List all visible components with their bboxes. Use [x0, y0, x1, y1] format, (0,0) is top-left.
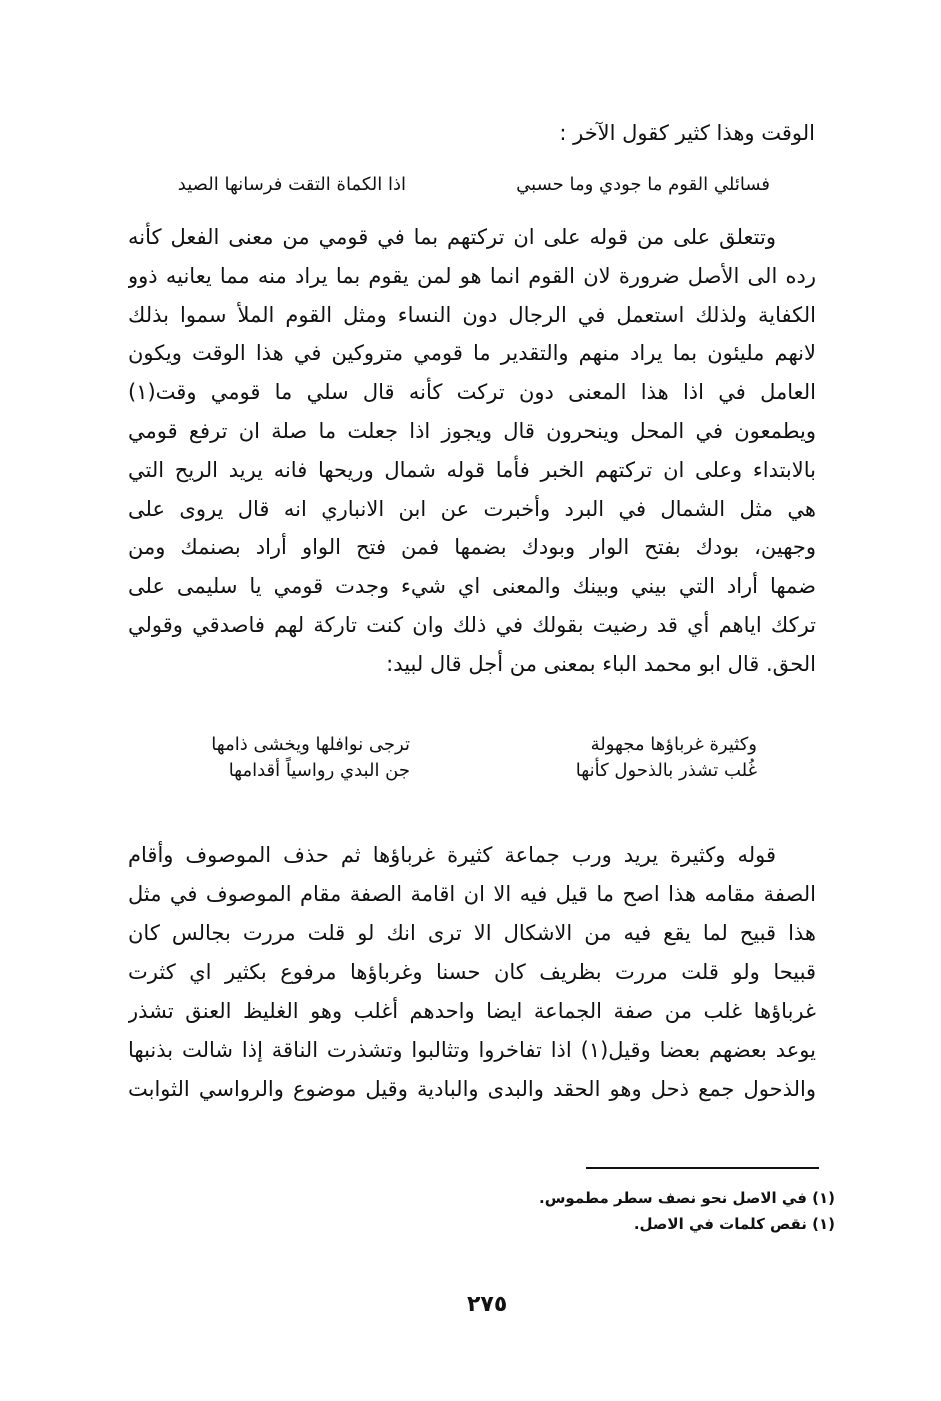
para1-line: تركك اياهم أي قد رضيت بقولك في ذلك وان كنت تاركة لهم فاصدقي وقولي: [128, 613, 816, 637]
para1-line: ويطمعون في المحل وينحرون قال ويجوز اذا جعلت ما صلة ان ترفع قومي: [128, 419, 816, 443]
para1-line: الحق. قال ابو محمد الباء بمعنى من أجل قال لبيد:: [386, 651, 816, 676]
verse2-line2-left: جن البدي رواسياً أقدامها: [228, 760, 410, 781]
verse2-line1-left: ترجى نوافلها ويخشى ذامها: [211, 734, 410, 755]
verse1-left: اذا الكماة التقت فرسانها الصيد: [177, 174, 406, 195]
verse2-line1-right: وكثيرة غرباؤها مجهولة: [590, 734, 757, 755]
para1-line: لانهم مليئون بما يراد منهم والتقدير ما قومي متروكين في هذا الوقت ويكون: [128, 341, 816, 366]
para1-line: وجهين، بودك بفتح الوار وبودك بضمها فمن فتح الواو أراد بصنمك ومن: [128, 535, 816, 560]
para1-line: العامل في اذا هذا المعنى دون تركت كأنه قال سلي ما قومي وقت(١): [128, 380, 816, 405]
para2-line: قبيحا ولو قلت مررت بظريف كان حسنا وغرباؤها مرفوع بكثير اي كثرت: [128, 960, 816, 984]
verse2-line2-right: غُلب تشذر بالذحول كأنها: [575, 760, 757, 781]
page-number: ٢٧٥: [467, 1292, 508, 1317]
footnote-divider: [586, 1167, 819, 1169]
para1-line: ضمها أراد التي بيني وبينك والمعنى اي شيء وجدت قومي يا سليمى على: [128, 574, 816, 599]
para2-line: يوعد بعضهم بعضا وقيل(١) اذا تفاخروا وتثالبوا وتشذرت الناقة إذا شالت بذنبها: [128, 1038, 816, 1062]
para1-line: رده الى الأصل ضرورة لان القوم انما هو لمن يقوم بما يراد منه مما يعانيه ذوو: [128, 263, 816, 288]
para1-line: وتتعلق على من قوله على ان تركتهم بما في قومي من معنى الفعل كأنه: [128, 225, 776, 249]
footnote-1: (١) في الاصل نحو نصف سطر مطموس.: [539, 1189, 835, 1207]
para2-line: قوله وكثيرة يريد ورب جماعة كثيرة غرباؤها ثم حذف الموصوف وأقام: [128, 843, 776, 867]
para2-line: غرباؤها غلب من صفة الجماعة ايضا واحدهم أغلب وهو الغليظ العنق تشذر: [128, 999, 816, 1023]
para1-line: الكفاية ولذلك استعمل في الرجال دون النساء ومثل القوم الملأ سموا بذلك: [128, 302, 816, 327]
para2-line: والذحول جمع ذحل وهو الحقد والبدى والبادية وقيل موضوع والرواسي الثوابت: [128, 1077, 816, 1101]
intro-line: الوقت وهذا كثير كقول الآخر :: [559, 121, 815, 145]
para1-line: بالابتداء وعلى ان تركتهم الخبر فأما قوله شمال وريحها فانه يريد الريح التي: [128, 457, 816, 482]
verse1-right: فسائلي القوم ما جودي وما حسبي: [516, 174, 770, 195]
footnote-2: (١) نقص كلمات في الاصل.: [633, 1215, 835, 1233]
para2-line: الصفة مقامه هذا اصح ما قيل فيه الا ان اقامة الصفة مقام الموصوف في مثل: [128, 882, 816, 906]
para1-line: هي مثل الشمال في البرد وأخبرت عن ابن الانباري انه قال يروى على: [128, 496, 816, 521]
para2-line: هذا قبيح لما يقع فيه من الاشكال الا ترى انك لو قلت مررت بجالس كان: [128, 921, 816, 945]
